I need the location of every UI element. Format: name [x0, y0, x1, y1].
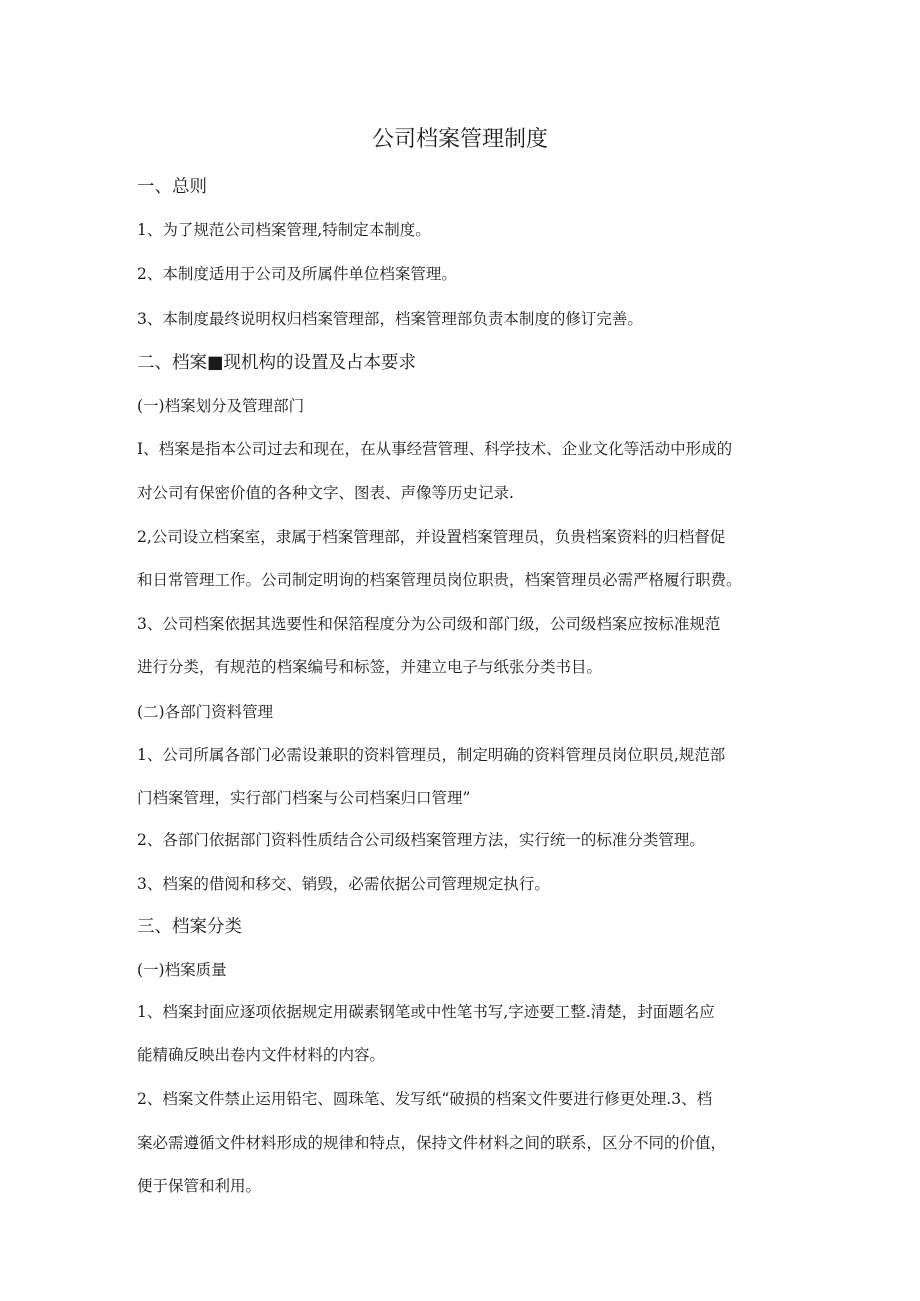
paragraph-line: 进行分类，有规范的档案编号和标签，并建立电子与纸张分类书目。: [137, 658, 603, 676]
paragraph-line: I、档案是指本公司过去和现在，在从事经营管理、科学技术、企业文化等活动中形成的: [137, 440, 733, 458]
paragraph-line: 1、为了规范公司档案管理,特制定本制度。: [137, 221, 431, 239]
paragraph-line: 案必需遵循文件材料形成的规律和特点，保持文件材料之间的联系，区分不同的价值，: [137, 1134, 727, 1152]
section-heading-classification: 三、档案分类: [137, 917, 242, 937]
paragraph-line: 能精确反映出卷内文件材料的内容。: [137, 1046, 386, 1064]
paragraph-line: 3、档案的借阅和移交、销毁，必需依据公司管理规定执行。: [137, 875, 550, 893]
subsection-heading: (二)各部门资料管理: [137, 703, 274, 721]
paragraph-line: 1、档案封面应逐项依据规定用碳素钢笔或中性笔书写,字迹要工整.清楚，封面题名应: [137, 1003, 715, 1021]
subsection-heading: (一)档案划分及管理部门: [137, 397, 305, 415]
paragraph-line: 和日常管理工作。公司制定明询的档案管理员岗位职贵，档案管理员必需严格履行职费。: [137, 571, 742, 589]
paragraph-line: 1、公司所属各部门必需设兼职的资料管理员，制定明确的资料管理员岗位职员,规范部: [137, 746, 726, 764]
paragraph-line: 3、本制度最终说明权归档案管理部，档案管理部负责本制度的修订完善。: [137, 310, 643, 328]
paragraph-line: 2、各部门依据部门资料性质结合公司级档案管理方法，实行统一的标准分类管理。: [137, 831, 705, 849]
paragraph-line: 2、档案文件禁止运用铅宅、圆珠笔、发写纸“破损的档案文件要进行修更处理.3、档: [137, 1090, 713, 1108]
document-title: 公司档案管理制度: [371, 127, 548, 152]
paragraph-line: 门档案管理，实行部门档案与公司档案归口管理”: [137, 789, 471, 807]
subsection-heading: (一)档案质量: [137, 961, 227, 979]
paragraph-line: 2、本制度适用于公司及所属件单位档案管理。: [137, 265, 457, 283]
paragraph-line: 2,公司设立档案室，隶属于档案管理部，并设置档案管理员，负贵档案资料的归档督促: [137, 528, 726, 546]
paragraph-line: 便于保管和利用。: [137, 1177, 262, 1195]
paragraph-line: 3、公司档案依据其选要性和保箔程度分为公司级和部门级，公司级档案应按标准规范: [137, 615, 721, 633]
section-heading-organization: 二、档案■现机构的设置及占本要求: [137, 353, 417, 373]
section-heading-general: 一、总则: [137, 177, 207, 197]
paragraph-line: 对公司有保密价值的各种文字、图表、声像等历史记录.: [137, 484, 514, 502]
